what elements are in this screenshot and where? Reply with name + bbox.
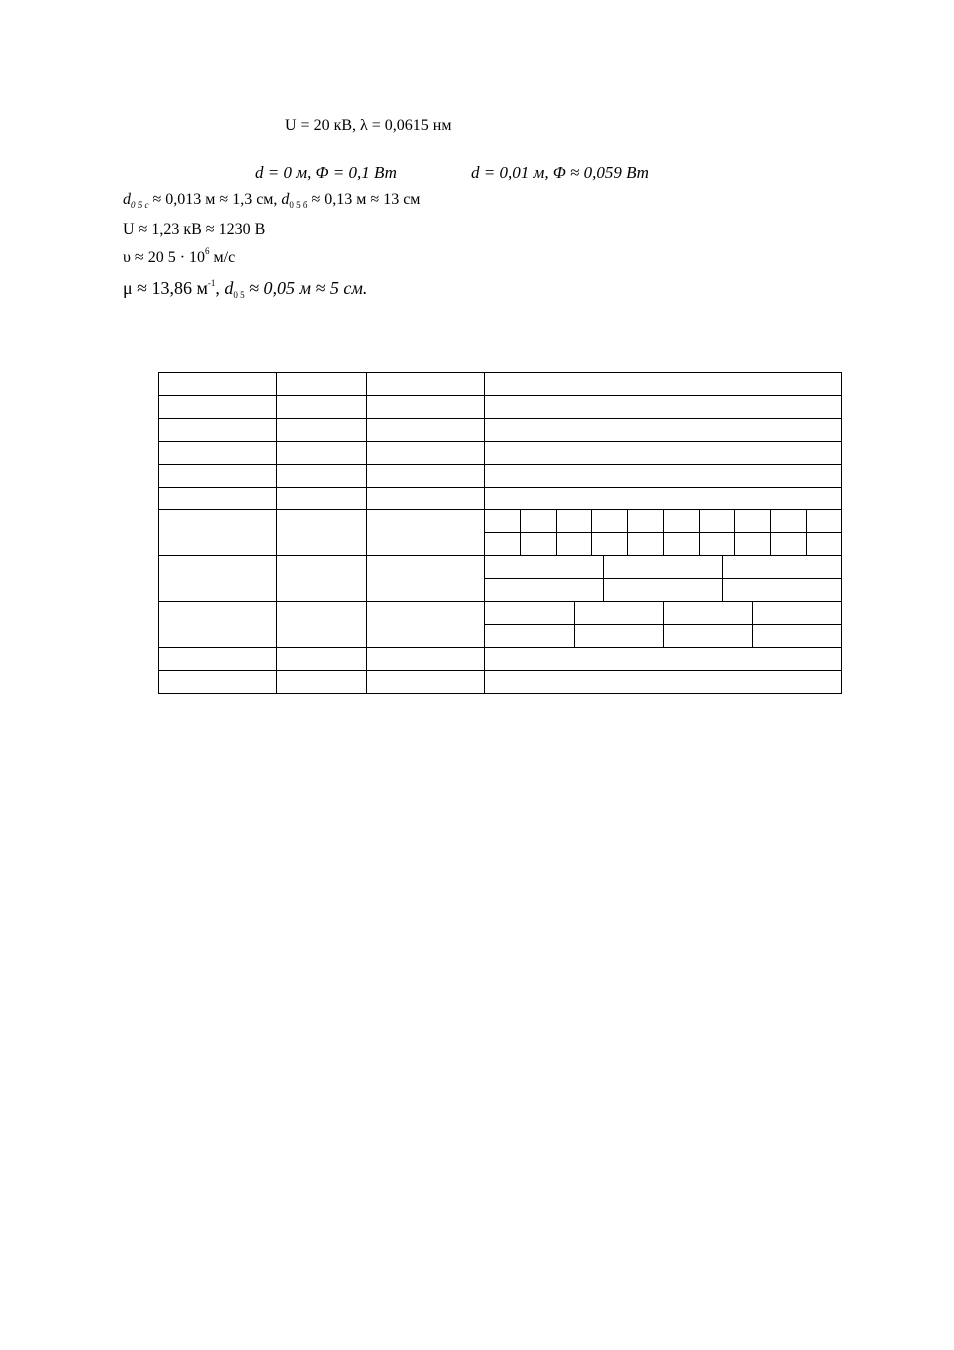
formula-attenuation xyxy=(123,278,367,298)
formula-distance-flux-1 xyxy=(255,163,397,183)
formula-text: d = 0,01 м, Φ ≈ 0,059 Вт xyxy=(471,163,649,182)
formula-text: μ ≈ 13,86 м xyxy=(123,278,208,298)
formula-var-d: d xyxy=(224,278,234,298)
formula-text: d = 0 м, Φ = 0,1 Вт xyxy=(255,163,397,182)
formula-voltage-wavelength xyxy=(285,116,452,136)
empty-data-table xyxy=(158,372,842,694)
formula-subscript: 0 5 xyxy=(233,290,245,300)
formula-text: υ ≈ 20 5 · 10 xyxy=(123,249,206,266)
table-grid-lines xyxy=(158,372,842,694)
formula-distance-flux-2 xyxy=(471,163,649,183)
formula-text: ≈ 0,013 м ≈ 1,3 см, xyxy=(148,191,282,208)
formula-var-d: d xyxy=(281,191,290,208)
formula-text: U = 20 кВ, λ = 0,0615 нм xyxy=(285,117,452,134)
formula-velocity xyxy=(123,248,235,268)
formula-text: U ≈ 1,23 кВ ≈ 1230 В xyxy=(123,221,266,238)
formula-exponent: -1 xyxy=(207,278,216,288)
formula-subscript: 0 5 c xyxy=(131,200,149,210)
formula-text: , xyxy=(215,278,225,298)
formula-text: ≈ 0,13 м ≈ 13 см xyxy=(307,191,421,208)
formula-subscript: 0 5 б xyxy=(289,200,308,210)
formula-half-layer xyxy=(123,190,420,210)
formula-var-d: d xyxy=(123,191,131,208)
formula-text: м/с xyxy=(209,249,236,266)
formula-text: ≈ 0,05 м ≈ 5 см. xyxy=(244,278,368,298)
formula-exponent: 6 xyxy=(205,246,210,256)
formula-voltage xyxy=(123,220,265,240)
